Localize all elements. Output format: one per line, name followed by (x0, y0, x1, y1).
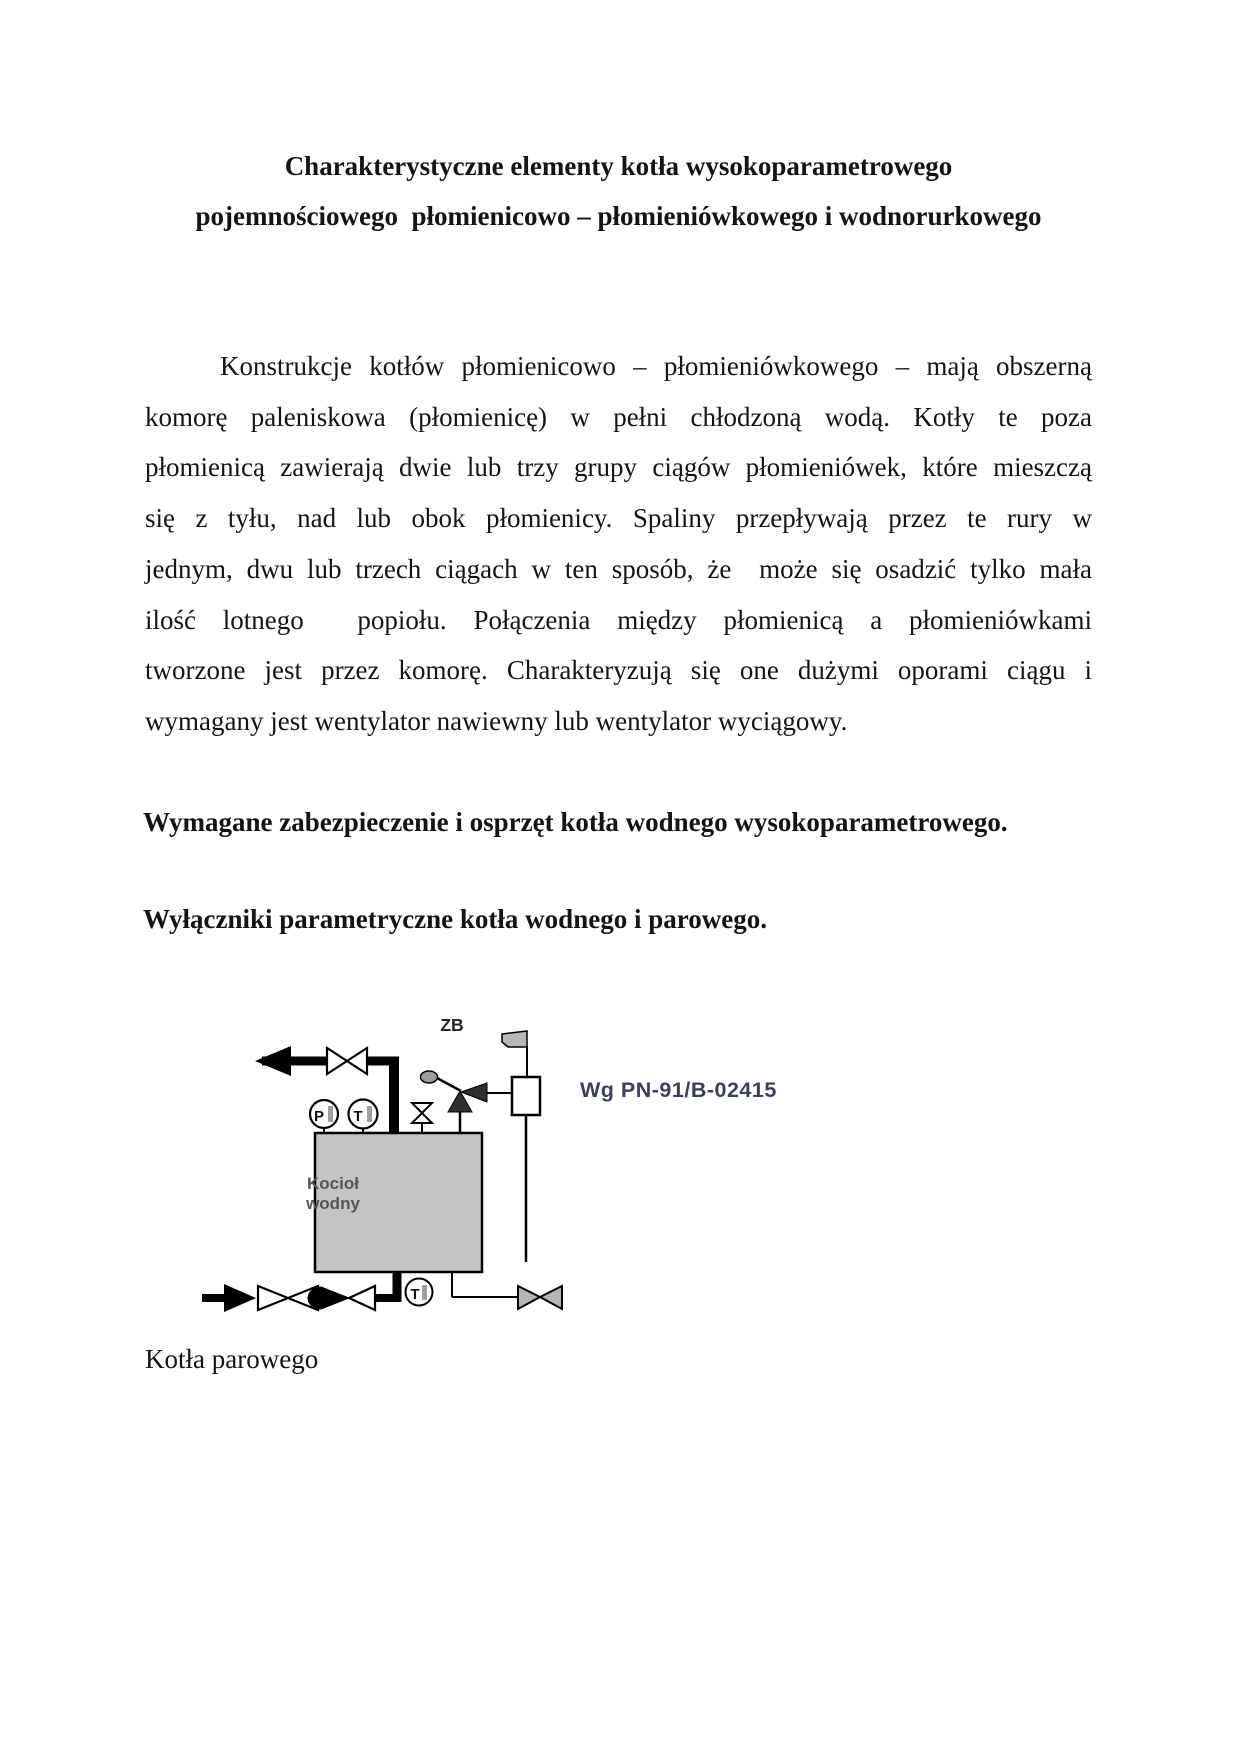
boiler-body (305, 1133, 482, 1272)
figure-caption: Kotła parowego (145, 1344, 319, 1374)
zb-label: ZB (440, 1015, 464, 1035)
paragraph-line: jednym, dwu lub trzech ciągach w ten sposób, że może się osadzić tylko mała (145, 553, 1092, 584)
pressure-gauge-label: P (313, 1108, 325, 1125)
temperature-gauge-bottom-icon (406, 1279, 433, 1306)
title-line-2: pojemnościowego płomienicowo – płomieniówkowego i wodnorurkowego (195, 201, 1042, 231)
temperature-gauge-bottom-label: T (410, 1286, 420, 1303)
title-line-1: Charakterystyczne elementy kotła wysokoparametrowego (284, 151, 953, 181)
outlet-valve-icon (327, 1048, 367, 1074)
temperature-gauge-top-icon (349, 1100, 378, 1135)
heading-required-equipment: Wymagane zabezpieczenie i osprzęt kotła wodnego wysokoparametrowego. (143, 807, 1008, 837)
document-title (145, 141, 1092, 241)
paragraph-line: Konstrukcje kotłów płomienicowo – płomieniówkowego – mają obszerną (220, 351, 1092, 381)
paragraph-line: wymagany jest wentylator nawiewny lub wentylator wyciągowy. (145, 705, 848, 736)
flow-out-arrow-icon (255, 1046, 291, 1076)
expansion-vessel (512, 1077, 540, 1115)
closed-valve-icon (412, 1103, 432, 1134)
standard-reference-label: Wg PN-91/B-02415 (580, 1078, 777, 1102)
temperature-gauge-top-label: T (353, 1108, 363, 1125)
check-valve-icon (308, 1286, 375, 1310)
flow-in-arrow-icon (224, 1284, 256, 1312)
paragraph-line: komorę paleniskowa (płomienicę) w pełni chłodzoną wodą. Kotły te poza (145, 401, 1092, 432)
boiler-label-line1: Kocioł (307, 1174, 359, 1193)
pressure-gauge-icon (310, 1100, 338, 1134)
body-paragraph (145, 341, 1092, 747)
boiler-label-line2: wodny (306, 1194, 360, 1213)
paragraph-line: płomienicą zawierają dwie lub trzy grupy ciągów płomieniówek, które mieszczą (145, 452, 1092, 483)
drain-pipe (452, 1272, 518, 1297)
heading-parametric-switches: Wyłączniki parametryczne kotła wodnego i parowego. (143, 904, 767, 934)
vent-flag-icon (502, 1031, 527, 1078)
boiler-piping-diagram (185, 1005, 875, 1320)
drain-valve-icon (518, 1286, 562, 1309)
paragraph-line: tworzone jest przez komorę. Charakteryzują się one dużymi oporami ciągu i (145, 655, 1092, 686)
paragraph-line: ilość lotnego popiołu. Połączenia między płomienicą a płomieniówkami (145, 604, 1092, 635)
paragraph-line: się z tyłu, nad lub obok płomienicy. Spaliny przepływają przez te rury w (145, 503, 1092, 534)
